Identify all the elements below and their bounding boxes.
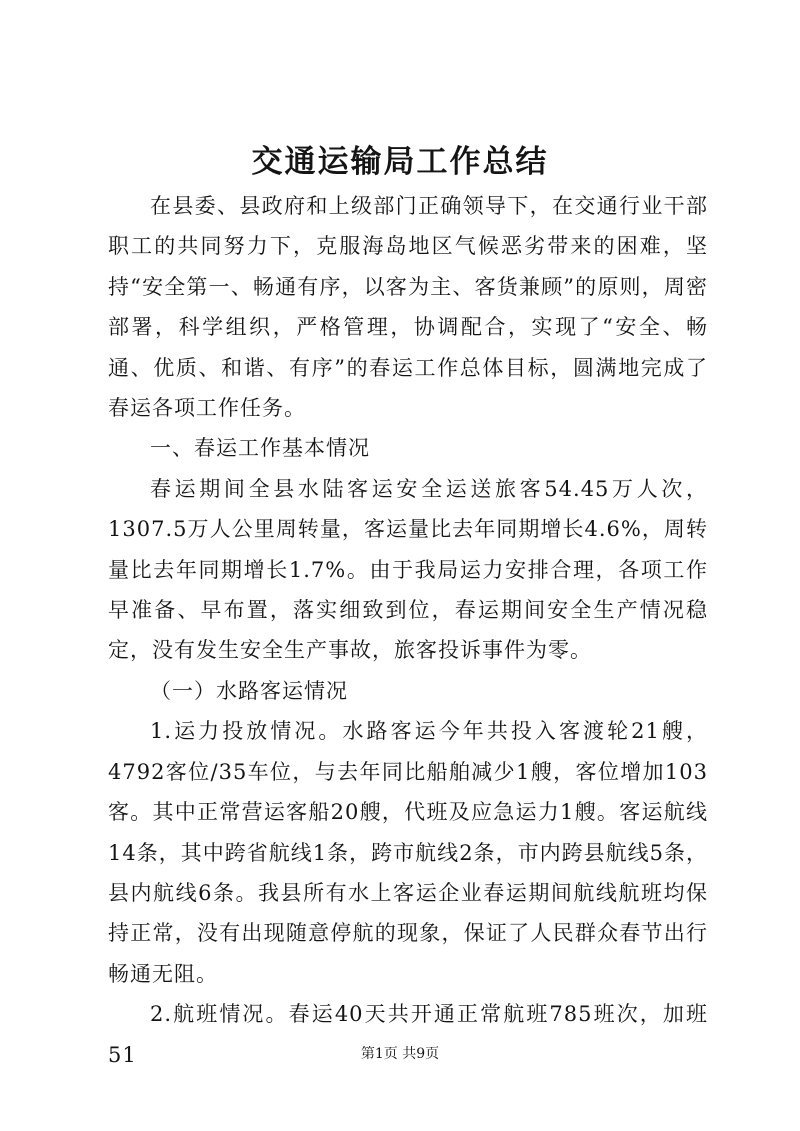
subsection-heading: （一）水路客运情况 bbox=[150, 678, 348, 703]
section-heading: 一、春运工作基本情况 bbox=[150, 436, 370, 461]
paragraph-summary: 春运期间全县水陆客运安全运送旅客54.45万人次，1307.5万人公里周转量，客运量比去年同期增长4.6%，周转量比去年同期增长1.7%。由于我局运力安排合理，各项工作早准备、早布置，落实细致到位，春运期间安全生产情况稳定，没有发生安全生产事故，旅客投诉事件为零。 bbox=[108, 476, 708, 663]
document-body bbox=[108, 186, 708, 1075]
document-title: 交通运输局工作总结 bbox=[251, 144, 549, 180]
paragraph-intro: 在县委、县政府和上级部门正确领导下，在交通行业干部职工的共同努力下，克服海岛地区气候恶劣带来的困难，坚持“安全第一、畅通有序，以客为主、客货兼顾”的原则，周密部署，科学组织，严格管理，协调配合，实现了“安全、畅通、优质、和谐、有序”的春运工作总体目标，圆满地完成了春运各项工作任务。 bbox=[108, 194, 708, 421]
page-footer: 第1页 共9页 bbox=[360, 1046, 440, 1062]
paragraph-flights: 2.航班情况。春运40天共开通正常航班785班次，加班51 bbox=[108, 1002, 708, 1067]
paragraph-capacity: 1.运力投放情况。水路客运今年共投入客渡轮21艘，4792客位/35车位，与去年同比船舶减少1艘，客位增加103客。其中正常营运客船20艘，代班及应急运力1艘。客运航线14条，其中跨省航线1条，跨市航线2条，市内跨县航线5条，县内航线6条。我县所有水上客运企业春运期间航线航班均保持正常，没有出现随意停航的现象，保证了人民群众春节出行畅通无阻。 bbox=[108, 719, 708, 986]
